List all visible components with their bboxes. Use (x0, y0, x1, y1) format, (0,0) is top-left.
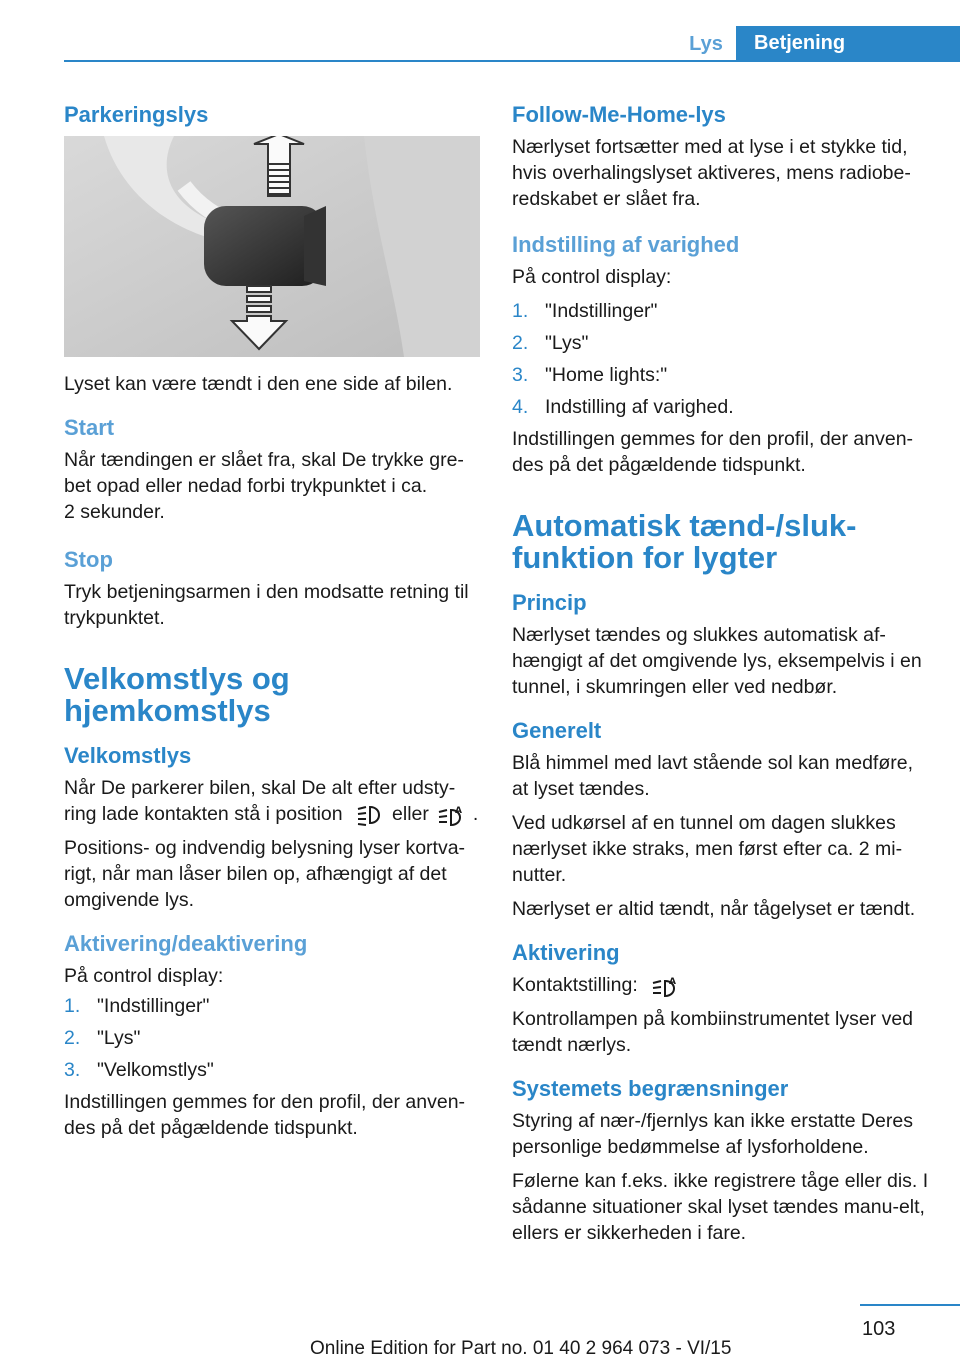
varighed-intro: På control display: (512, 266, 672, 288)
svg-text:A: A (454, 805, 462, 816)
list-item: 1. "Indstillinger" (512, 300, 658, 322)
footer-rule (860, 1304, 960, 1306)
auto-headlight-icon (651, 975, 679, 997)
parking-light-position-icon (356, 804, 384, 826)
positions-text: Positions- og indvendig belysning lyser kortva-rigt, når man låser bilen op, afhængigt af det omgivende lys. (64, 837, 466, 911)
velkomst-text: Når De parkerer bilen, skal De alt efter udsty-ring lade kontakten stå i position (64, 777, 456, 825)
parking-light-lever-illustration (64, 136, 480, 357)
list-item: 3. "Home lights:" (512, 364, 668, 386)
generelt-text-2: Ved udkørsel af en tunnel om dagen slukkes nærlyset ikke straks, men først efter ca. 2 mi-nutter. (512, 812, 903, 886)
aktiv-intro: På control display: (64, 965, 224, 987)
footer-edition: Online Edition for Part no. 01 40 2 964 073 - VI/15 (310, 1338, 732, 1359)
list-item: 1. "Indstillinger" (64, 995, 210, 1017)
page-number: 103 (862, 1318, 896, 1340)
stop-title: Stop (64, 547, 113, 572)
aktivering-title: Aktivering (512, 940, 620, 965)
list-item: 2. "Lys" (512, 332, 589, 354)
parkeringslys-title: Parkeringslys (64, 102, 209, 127)
varighed-steps-list (512, 298, 932, 420)
aktiv-steps-list (64, 993, 484, 1083)
varighed-note: Indstillingen gemmes for den profil, der anven-des på det pågældende tidspunkt. (512, 428, 914, 476)
list-item: 4. Indstilling af varighed. (512, 396, 734, 418)
svg-text:A: A (669, 976, 677, 987)
list-item: 3. "Velkomstlys" (64, 1059, 214, 1081)
aktiv-note: Indstillingen gemmes for den profil, der anven-des på det pågældende tidspunkt. (64, 1091, 466, 1139)
generelt-text-3: Nærlyset er altid tændt, når tågelyset er tændt. (512, 898, 916, 920)
aktivering-deaktivering-title: Aktivering/deaktivering (64, 931, 308, 956)
parkering-text: Lyset kan være tændt i den ene side af bilen. (64, 373, 453, 395)
start-text-line1: Når tændingen er slået fra, skal De trykke gre- (64, 449, 464, 471)
auto-light-heading: Automatisk tænd-/sluk-funktion for lygter (512, 508, 857, 575)
aktivering-text-2: Kontrollampen på kombiinstrumentet lyser ved tændt nærlys. (512, 1008, 914, 1056)
velkomst-text-or: eller (392, 803, 429, 825)
follow-me-home-title: Follow-Me-Home-lys (512, 102, 726, 127)
varighed-title: Indstilling af varighed (512, 232, 740, 257)
velkomst-heading: Velkomstlys og hjemkomstlys (64, 661, 290, 728)
follow-text: Nærlyset fortsætter med at lyse i et stykke tid, hvis overhalingslyset aktiveres, mens radiobe-redskabet er slået fra. (512, 136, 911, 210)
princip-text: Nærlyset tændes og slukkes automatisk af-hængigt af det omgivende lys, eksempelvis i en tunnel, i skumringen eller ved nedbør. (512, 624, 922, 698)
header-section-label: Lys (689, 33, 723, 55)
start-text-line3: 2 sekunder. (64, 501, 165, 523)
princip-title: Princip (512, 590, 587, 615)
header-chapter-tab: Betjening (736, 26, 960, 60)
start-text-line2: bet opad eller nedad forbi trykpunktet i ca. (64, 475, 428, 497)
generelt-text-1: Blå himmel med lavt stående sol kan medføre, at lyset tændes. (512, 752, 914, 800)
auto-headlight-icon (437, 804, 465, 826)
generelt-title: Generelt (512, 718, 602, 743)
begraensninger-title: Systemets begrænsninger (512, 1076, 789, 1101)
header-rule (64, 60, 960, 62)
start-title: Start (64, 415, 115, 440)
begraensninger-text-1: Styring af nær-/fjernlys kan ikke erstatte Deres personlige bedømmelse af lysforholdene. (512, 1110, 913, 1158)
stop-text: Tryk betjeningsarmen i den modsatte retning til trykpunktet. (64, 581, 469, 629)
right-column (512, 100, 932, 1254)
begraensninger-text-2: Følerne kan f.eks. ikke registrere tåge eller dis. I sådanne situationer skal lyset tændes manu-elt, ellers er sikkerheden i fare. (512, 1170, 929, 1244)
aktivering-text: Kontaktstilling: (512, 974, 638, 996)
velkomstlys-title: Velkomstlys (64, 743, 192, 768)
velkomst-text-end: . (472, 803, 479, 825)
left-column (64, 100, 484, 1149)
list-item: 2. "Lys" (64, 1027, 141, 1049)
